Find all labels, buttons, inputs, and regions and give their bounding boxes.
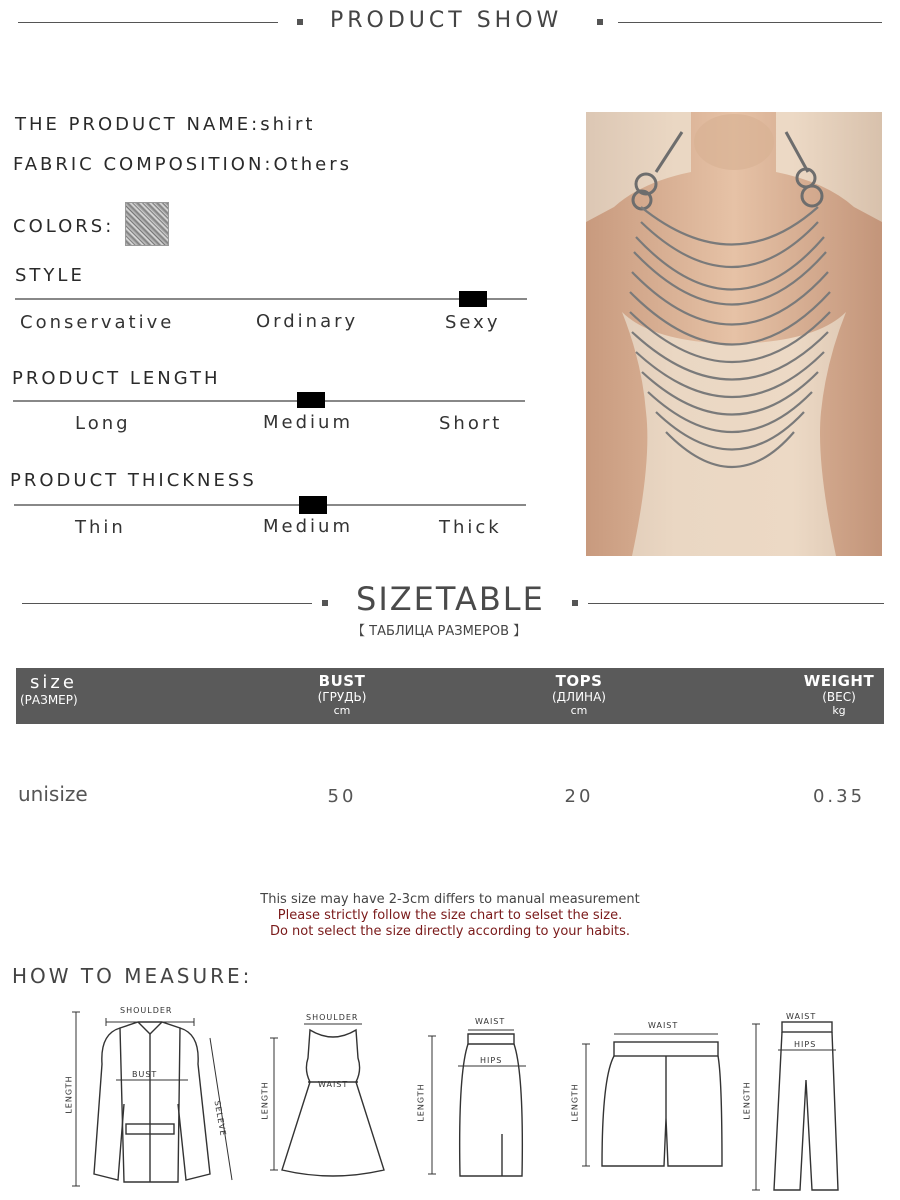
- thickness-scale-line: [14, 504, 526, 506]
- product-show-square-right: [597, 19, 603, 25]
- fabric-value: Others: [273, 154, 352, 175]
- thickness-option-medium: Medium: [263, 516, 353, 537]
- col-size-title: size: [30, 672, 77, 693]
- color-swatch-chain[interactable]: [125, 202, 169, 246]
- thickness-option-thick: Thick: [439, 517, 502, 538]
- length-scale-line: [13, 400, 525, 402]
- shorts-length-label: LENGTH: [570, 1083, 580, 1122]
- mannequin-chain-illustration: [586, 112, 882, 556]
- product-name-row: [15, 114, 315, 135]
- col-size: [20, 672, 100, 707]
- style-scale-line: [15, 298, 527, 300]
- sizetable-title: SIZETABLE: [356, 580, 545, 618]
- skirt-outline: [418, 1014, 538, 1190]
- cell-weight: 0.35: [812, 786, 866, 807]
- sizetable-rule-left: [22, 603, 312, 604]
- skirt-measure-figure: [418, 1014, 538, 1190]
- col-weight-title: WEIGHT: [803, 672, 875, 690]
- dress-outline: [258, 1010, 388, 1190]
- dress-waist-label: WAIST: [318, 1080, 349, 1089]
- product-photo: [586, 112, 882, 556]
- sizetable-square-right: [572, 600, 578, 606]
- col-tops-unit: cm: [570, 704, 588, 717]
- note-warning-1: Please strictly follow the size chart to selset the size.: [277, 908, 623, 923]
- col-weight-sub: (ВЕС): [822, 690, 856, 704]
- note-measurement: This size may have 2-3cm differs to manual measurement: [260, 892, 640, 907]
- dress-shoulder-label: SHOULDER: [306, 1013, 359, 1022]
- trousers-hips-label: HIPS: [794, 1040, 817, 1049]
- product-name-label: THE PRODUCT NAME:: [15, 114, 261, 135]
- dress-length-label: LENGTH: [260, 1081, 270, 1120]
- sizetable-subtitle: 【 ТАБЛИЦА РАЗМЕРОВ 】: [352, 624, 527, 639]
- col-tops-title: TOPS: [555, 672, 603, 690]
- trousers-waist-label: WAIST: [786, 1012, 817, 1021]
- jacket-sleeve-label: SELEVE: [212, 1099, 228, 1138]
- length-option-long: Long: [75, 413, 131, 434]
- product-name-value: shirt: [260, 114, 316, 135]
- trousers-measure-figure: [742, 1010, 872, 1196]
- thickness-option-thin: Thin: [75, 517, 126, 538]
- length-title: PRODUCT LENGTH: [12, 368, 221, 389]
- table-row: [16, 770, 884, 820]
- col-weight: [789, 672, 889, 717]
- thickness-title: PRODUCT THICKNESS: [10, 470, 257, 491]
- col-bust-title: BUST: [318, 672, 366, 690]
- style-option-ordinary: Ordinary: [256, 311, 359, 332]
- thickness-selected-marker: [299, 496, 327, 514]
- colors-label: COLORS:: [13, 216, 115, 237]
- col-tops-sub: (ДЛИНА): [552, 690, 606, 704]
- style-option-sexy: Sexy: [445, 312, 501, 333]
- shorts-outline: [572, 1018, 732, 1178]
- style-option-conservative: Conservative: [20, 312, 175, 333]
- product-show-rule-left: [18, 22, 278, 23]
- size-table-header: [16, 668, 884, 724]
- notes: [150, 892, 750, 940]
- cell-tops: 20: [564, 786, 594, 807]
- col-bust-sub: (ГРУДЬ): [317, 690, 367, 704]
- jacket-bust-label: BUST: [132, 1070, 158, 1079]
- product-show-rule-right: [618, 22, 882, 23]
- skirt-waist-label: WAIST: [475, 1017, 506, 1026]
- skirt-hips-label: HIPS: [480, 1056, 503, 1065]
- col-weight-unit: kg: [832, 704, 846, 717]
- sizetable-square-left: [322, 600, 328, 606]
- shorts-measure-figure: [572, 1018, 732, 1178]
- length-option-short: Short: [439, 413, 503, 434]
- product-show-title: PRODUCT SHOW: [330, 8, 563, 33]
- col-size-sub: (РАЗМЕР): [20, 693, 78, 707]
- style-selected-marker: [459, 291, 487, 307]
- trousers-outline: [742, 1010, 872, 1196]
- jacket-measure-figure: [60, 1004, 240, 1194]
- fabric-label: FABRIC COMPOSITION:: [13, 154, 274, 175]
- jacket-length-label: LENGTH: [64, 1075, 74, 1114]
- trousers-length-label: LENGTH: [742, 1081, 752, 1120]
- col-tops: [529, 672, 629, 717]
- how-to-measure-title: HOW TO MEASURE:: [12, 964, 253, 988]
- product-show-square-left: [297, 19, 303, 25]
- length-selected-marker: [297, 392, 325, 408]
- cell-bust: 50: [327, 786, 357, 807]
- col-bust-unit: cm: [333, 704, 351, 717]
- cell-size: unisize: [18, 782, 88, 806]
- sizetable-rule-right: [588, 603, 884, 604]
- note-warning-2: Do not select the size directly according to your habits.: [269, 924, 631, 939]
- shorts-waist-label: WAIST: [648, 1021, 679, 1030]
- jacket-shoulder-label: SHOULDER: [120, 1006, 173, 1015]
- fabric-row: [13, 154, 352, 175]
- style-title: STYLE: [15, 265, 85, 286]
- col-bust: [292, 672, 392, 717]
- length-option-medium: Medium: [263, 412, 353, 433]
- dress-measure-figure: [258, 1010, 388, 1190]
- jacket-outline: [60, 1004, 240, 1194]
- skirt-length-label: LENGTH: [416, 1083, 426, 1122]
